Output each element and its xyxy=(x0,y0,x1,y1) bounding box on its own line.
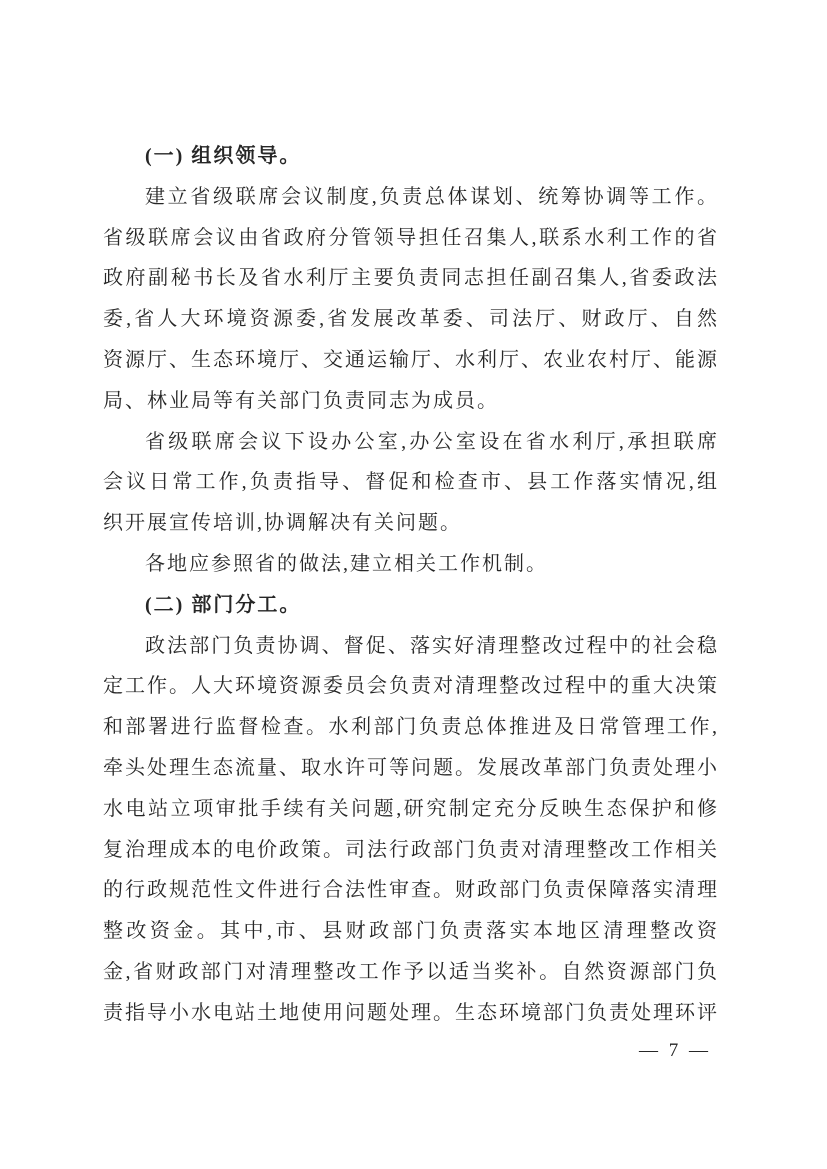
doc-line: 整改资金。其中,市、县财政部门负责落实本地区清理整改资 xyxy=(103,920,719,943)
doc-line: 责指导小水电站土地使用问题处理。生态环境部门负责处理环评 xyxy=(103,1001,719,1024)
page-number: — 7 — xyxy=(639,1040,711,1061)
doc-line: 织开展宣传培训,协调解决有关问题。 xyxy=(103,512,462,535)
doc-line: 委,省人大环境资源委,省发展改革委、司法厅、财政厅、自然 xyxy=(103,308,719,331)
doc-line: 政府副秘书长及省水利厅主要负责同志担任副召集人,省委政法 xyxy=(103,267,719,290)
doc-line: 定工作。人大环境资源委员会负责对清理整改过程中的重大决策 xyxy=(103,675,719,698)
doc-line: 水电站立项审批手续有关问题,研究制定充分反映生态保护和修 xyxy=(103,797,719,820)
doc-line: 金,省财政部门对清理整改工作予以适当奖补。自然资源部门负 xyxy=(103,960,719,983)
doc-line: 省级联席会议由省政府分管领导担任召集人,联系水利工作的省 xyxy=(103,226,719,249)
doc-line: 建立省级联席会议制度,负责总体谋划、统筹协调等工作。 xyxy=(145,185,719,208)
section-heading-1: (一) 组织领导。 xyxy=(145,145,302,167)
section-heading-2: (二) 部门分工。 xyxy=(145,593,302,616)
doc-line: 局、林业局等有关部门负责同志为成员。 xyxy=(103,389,499,412)
doc-line: 各地应参照省的做法,建立相关工作机制。 xyxy=(145,552,548,575)
document-body xyxy=(103,136,719,1034)
doc-line: 资源厅、生态环境厅、交通运输厅、水利厅、农业农村厅、能源 xyxy=(103,348,719,371)
doc-line: 政法部门负责协调、督促、落实好清理整改过程中的社会稳 xyxy=(145,634,719,657)
doc-line: 的行政规范性文件进行合法性审查。财政部门负责保障落实清理 xyxy=(103,879,719,902)
doc-line: 会议日常工作,负责指导、督促和检查市、县工作落实情况,组 xyxy=(103,471,719,494)
doc-line: 牵头处理生态流量、取水许可等问题。发展改革部门负责处理小 xyxy=(103,756,719,779)
doc-line: 省级联席会议下设办公室,办公室设在省水利厅,承担联席 xyxy=(145,430,719,453)
doc-line: 复治理成本的电价政策。司法行政部门负责对清理整改工作相关 xyxy=(103,838,719,861)
doc-line: 和部署进行监督检查。水利部门负责总体推进及日常管理工作, xyxy=(103,716,719,739)
